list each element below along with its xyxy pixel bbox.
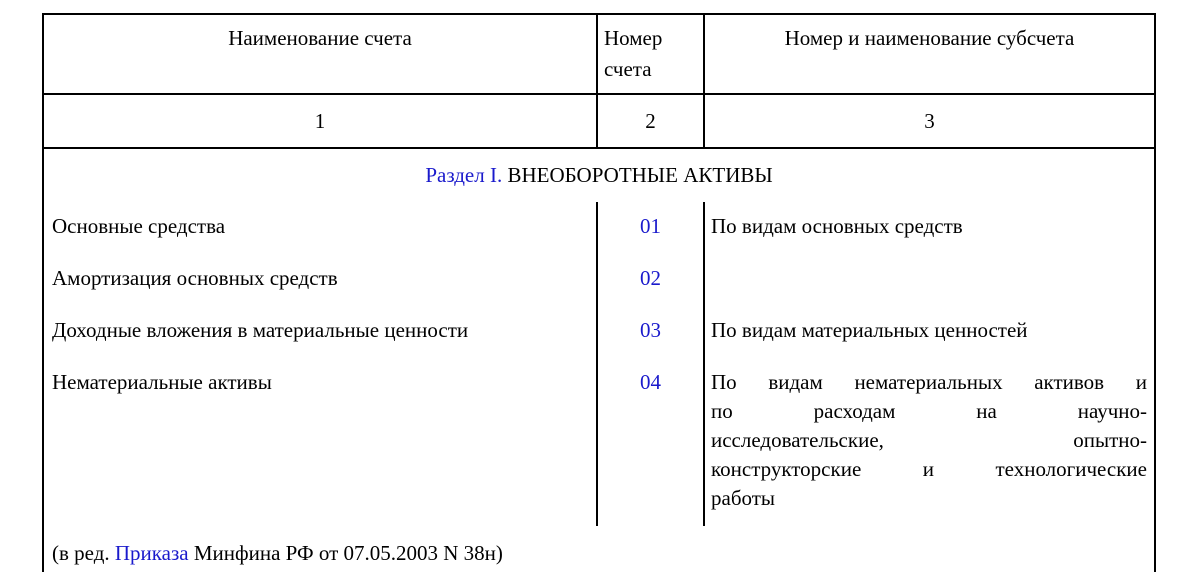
row-01-name: Основные средства xyxy=(52,214,226,238)
numbering-col2: 2 xyxy=(645,109,656,133)
header-subaccount: Номер и наименование субсчета xyxy=(784,26,1075,50)
row-03-number-link[interactable]: 03 xyxy=(640,318,661,342)
row-03-subaccount: По видам материальных ценностей xyxy=(711,318,1028,342)
header-account-name: Наименование счета xyxy=(228,26,412,50)
table-top-border xyxy=(42,13,1156,15)
section-heading xyxy=(44,161,1154,190)
row-04-name: Нематериальные активы xyxy=(52,370,272,394)
row-02-number-link[interactable]: 02 xyxy=(640,266,661,290)
row-01-number-link[interactable]: 01 xyxy=(640,214,661,238)
row-04-number-link[interactable]: 04 xyxy=(640,370,661,394)
numbering-col1: 1 xyxy=(314,109,326,133)
col2-divider-body xyxy=(703,202,705,526)
section-link[interactable]: Раздел I. xyxy=(425,163,503,187)
note-suffix: Минфина РФ от 07.05.2003 N 38н) xyxy=(193,541,503,565)
header-account-number-line1: Номер xyxy=(604,26,663,50)
table-right-border xyxy=(1154,13,1156,572)
note-prefix: (в ред. xyxy=(52,541,110,565)
numbering-col3: 3 xyxy=(924,109,935,133)
amendment-note xyxy=(52,539,503,568)
row-04-subaccount-line: конструкторские и технологические xyxy=(711,457,1147,481)
order-link[interactable]: Приказа xyxy=(114,541,189,565)
col1-divider-body xyxy=(596,202,598,526)
row-03-name: Доходные вложения в материальные ценности xyxy=(52,318,469,342)
header-account-number-line2: счета xyxy=(604,57,652,81)
header-bottom-border xyxy=(42,93,1156,95)
row-04-subaccount-line: по расходам на научно- xyxy=(711,399,1147,423)
row-04-subaccount-line: исследовательские, опытно- xyxy=(711,428,1147,452)
row-04-subaccount xyxy=(711,368,1147,513)
table-left-border xyxy=(42,13,44,572)
row-04-subaccount-line: По видам нематериальных активов и xyxy=(711,370,1147,394)
row-01-subaccount: По видам основных средств xyxy=(711,214,963,238)
row-02-name: Амортизация основных средств xyxy=(52,266,338,290)
numbering-bottom-border xyxy=(42,147,1156,149)
row-04-subaccount-line: работы xyxy=(711,486,776,510)
section-title: ВНЕОБОРОТНЫЕ АКТИВЫ xyxy=(507,163,773,187)
